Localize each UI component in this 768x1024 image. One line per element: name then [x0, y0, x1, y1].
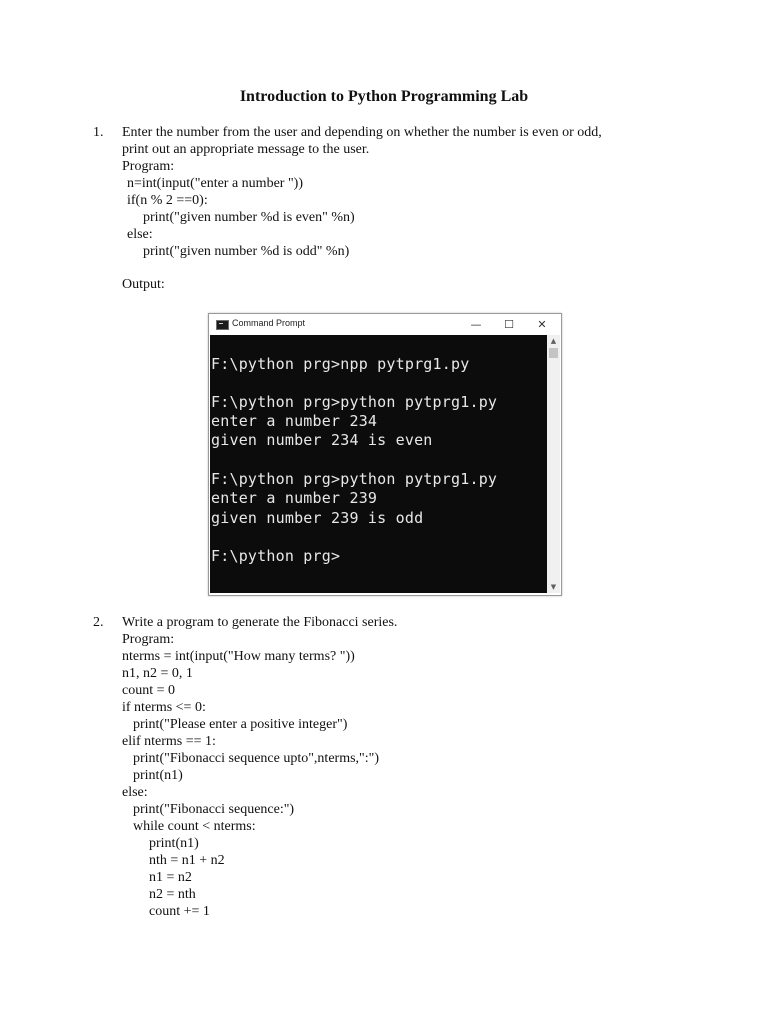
item-1-program-label: Program:	[122, 159, 175, 174]
item-2-code-line-3: count = 0	[122, 683, 175, 698]
item-2-code-line-15: n2 = nth	[149, 887, 196, 902]
item-2-code-line-10: print("Fibonacci sequence:")	[133, 802, 295, 817]
item-2-program-label: Program:	[122, 632, 175, 647]
item-2-code-line-13: nth = n1 + n2	[149, 853, 225, 868]
terminal-line: F:\python prg>python pytprg1.py	[211, 470, 498, 488]
terminal-line: enter a number 239	[211, 489, 378, 507]
item-2-code-line-9: else:	[122, 785, 148, 800]
item-2-code-line-6: elif nterms == 1:	[122, 734, 216, 749]
item-2-code-line-8: print(n1)	[133, 768, 183, 783]
terminal-line: given number 234 is even	[211, 431, 433, 449]
item-2-code-line-1: nterms = int(input("How many terms? "))	[122, 649, 355, 664]
item-2-code-line-11: while count < nterms:	[133, 819, 256, 834]
item-1-code-line-1: n=int(input("enter a number "))	[127, 176, 303, 191]
terminal-line: F:\python prg>	[211, 547, 341, 565]
item-1-code-line-2: if(n % 2 ==0):	[127, 193, 208, 208]
item-2-code-line-5: print("Please enter a positive integer")	[133, 717, 348, 732]
item-2-code-line-16: count += 1	[149, 904, 210, 919]
window-title: Command Prompt	[232, 318, 306, 328]
item-2-code-line-4: if nterms <= 0:	[122, 700, 206, 715]
item-1-question-line-2: print out an appropriate message to the user.	[122, 142, 370, 157]
item-2-number: 2.	[93, 615, 104, 630]
item-1-output-label: Output:	[122, 277, 165, 292]
command-prompt-window	[208, 313, 562, 596]
close-button[interactable]: ✕	[537, 318, 547, 331]
maximize-button[interactable]: ☐	[504, 318, 514, 331]
command-prompt-titlebar	[209, 314, 561, 335]
terminal-icon	[216, 320, 229, 330]
item-2-code-line-2: n1, n2 = 0, 1	[122, 666, 193, 681]
vertical-scrollbar[interactable]	[547, 335, 560, 593]
terminal-output	[210, 335, 547, 593]
item-1-code-line-5: print("given number %d is odd" %n)	[143, 244, 350, 259]
scroll-down-icon[interactable]: ▼	[550, 583, 557, 591]
item-1-code-line-4: else:	[127, 227, 153, 242]
terminal-line: F:\python prg>python pytprg1.py	[211, 393, 498, 411]
terminal-line: given number 239 is odd	[211, 509, 424, 527]
minimize-button[interactable]: —	[470, 318, 482, 331]
scrollbar-thumb[interactable]	[549, 348, 558, 358]
terminal-line: enter a number 234	[211, 412, 378, 430]
item-2-code-line-12: print(n1)	[149, 836, 199, 851]
scroll-up-icon[interactable]: ▲	[550, 337, 557, 345]
item-2-code-line-14: n1 = n2	[149, 870, 192, 885]
item-1-question-line-1: Enter the number from the user and depending on whether the number is even or odd,	[122, 125, 602, 140]
item-2-question-line-1: Write a program to generate the Fibonacci series.	[122, 615, 398, 630]
item-2-code-line-7: print("Fibonacci sequence upto",nterms,":")	[133, 751, 380, 766]
document-title: Introduction to Python Programming Lab	[239, 88, 529, 105]
terminal-line: F:\python prg>npp pytprg1.py	[211, 355, 470, 373]
item-1-number: 1.	[93, 125, 104, 140]
item-1-code-line-3: print("given number %d is even" %n)	[143, 210, 355, 225]
